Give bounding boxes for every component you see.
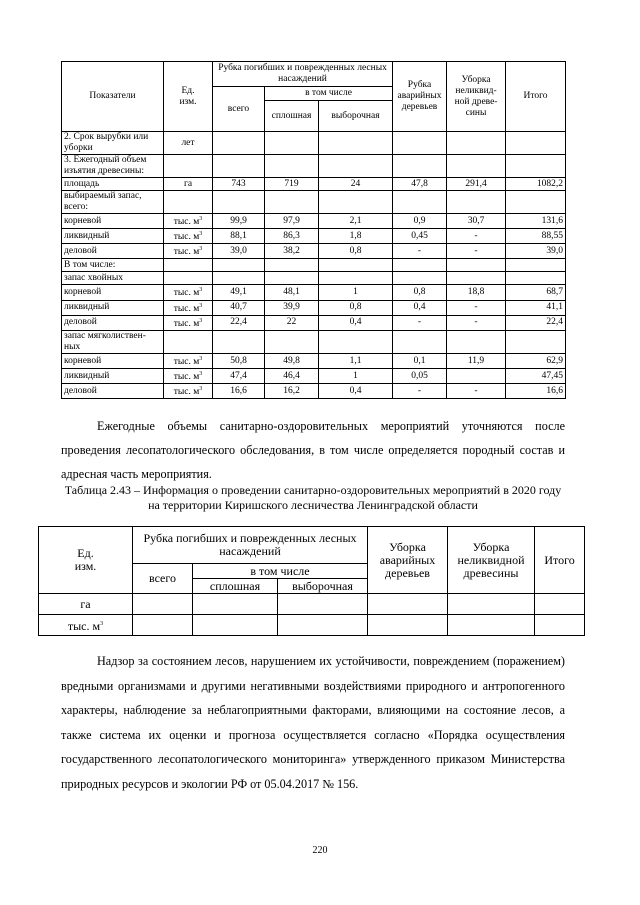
row-value: 1,8 (319, 229, 393, 244)
table-row (62, 369, 566, 384)
header-indicator: Показатели (62, 62, 164, 132)
table-row (62, 353, 566, 368)
row-label: запас хвойных (62, 272, 164, 285)
row-value: 0,05 (393, 369, 447, 384)
row-value (447, 191, 506, 214)
row-label: 3. Ежегодный объем изъятия древесины: (62, 155, 164, 178)
row-value (393, 132, 447, 155)
sanitary-measures-table (38, 526, 585, 636)
row-unit (164, 155, 213, 178)
row-value: 46,4 (265, 369, 319, 384)
table1-body (62, 132, 566, 399)
row-value: 40,7 (213, 300, 265, 315)
page-number: 220 (312, 845, 328, 856)
row-value: 131,6 (506, 214, 566, 229)
table-row (62, 285, 566, 300)
row-label: ликвидный (62, 229, 164, 244)
row-value (133, 615, 193, 636)
row-value (448, 615, 535, 636)
row-value (319, 155, 393, 178)
t2-header-total: всего (133, 564, 193, 594)
row-label: В том числе: (62, 259, 164, 272)
row-value: 1,1 (319, 353, 393, 368)
row-value: 49,1 (213, 285, 265, 300)
row-unit: лет (164, 132, 213, 155)
row-value: 1 (319, 369, 393, 384)
table-row (62, 330, 566, 353)
t2-header-unit-line1: Ед. (77, 546, 94, 560)
row-value (506, 330, 566, 353)
header-selective: выборочная (319, 101, 393, 132)
row-value (319, 330, 393, 353)
row-value: 39,0 (506, 244, 566, 259)
paragraph-forest-supervision-text: Надзор за состоянием лесов, нарушением их устойчивости, повреждением (поражением) вредными организмами и другими негативными воздействиями природного и антропогенного характеры, наблюдение за неблагоприятными факторами, влияющими на состояние лесов, а также система их оценки и прогноза осуществляется согласно «Порядка осуществления государственного лесопатологического мониторинга» утвержденного приказом Министерства природных ресурсов и экологии РФ от 05.04.2017 № 156. (61, 654, 565, 791)
header-itogo: Итого (506, 62, 566, 132)
row-value (393, 272, 447, 285)
row-value (265, 155, 319, 178)
header-felling-group: Рубка погибших и поврежденных лесных насаждений (213, 62, 393, 87)
row-value: 0,9 (393, 214, 447, 229)
row-value: 49,8 (265, 353, 319, 368)
t2-header-felling-group: Рубка погибших и поврежденных лесных насаждений (133, 527, 368, 564)
row-value: 62,9 (506, 353, 566, 368)
table-row (39, 594, 585, 615)
header-incl: в том числе (265, 87, 393, 101)
t2-header-itogo: Итого (535, 527, 585, 594)
header-clear: сплошная (265, 101, 319, 132)
row-value: 22,4 (213, 315, 265, 330)
row-value: - (393, 384, 447, 399)
row-label: корневой (62, 214, 164, 229)
row-value: 39,0 (213, 244, 265, 259)
row-value: 24 (319, 178, 393, 191)
row-value: - (447, 384, 506, 399)
row-unit: тыс. $м^3$ (164, 353, 213, 368)
table-row (62, 132, 566, 155)
row-unit (164, 259, 213, 272)
row-value (133, 594, 193, 615)
row-value: 47,4 (213, 369, 265, 384)
row-label: корневой (62, 353, 164, 368)
table-row (39, 615, 585, 636)
row-value: 47,45 (506, 369, 566, 384)
table-row (62, 214, 566, 229)
header-emergency: Рубка аварийных деревьев (393, 62, 447, 132)
table2-body (39, 594, 585, 636)
row-value (265, 132, 319, 155)
row-label: деловой (62, 315, 164, 330)
row-value (447, 369, 506, 384)
row-value (447, 155, 506, 178)
row-value: 47,8 (393, 178, 447, 191)
row-value (447, 330, 506, 353)
header-total: всего (213, 87, 265, 132)
row-value: 99,9 (213, 214, 265, 229)
row-value: 16,6 (213, 384, 265, 399)
row-value (278, 594, 368, 615)
row-value: 0,4 (393, 300, 447, 315)
paragraph-annual-volumes-text: Ежегодные объемы санитарно-оздоровительных мероприятий уточняются после проведения лесопатологического обследования, в том числе определяется породный состав и адресная часть мероприятия. (61, 419, 565, 481)
row-value (448, 594, 535, 615)
row-unit (164, 330, 213, 353)
table-row (62, 300, 566, 315)
row-unit: тыс. $м^3$ (39, 615, 133, 636)
row-value: 1 (319, 285, 393, 300)
row-value: 16,2 (265, 384, 319, 399)
row-value: 0,8 (319, 244, 393, 259)
row-value (393, 191, 447, 214)
row-value (506, 259, 566, 272)
row-value: 39,9 (265, 300, 319, 315)
row-value (319, 191, 393, 214)
row-label: выбираемый запас, всего: (62, 191, 164, 214)
row-unit: тыс. $м^3$ (164, 229, 213, 244)
row-unit: тыс. $м^3$ (164, 244, 213, 259)
row-value: 719 (265, 178, 319, 191)
row-value (368, 615, 448, 636)
paragraph-forest-supervision (61, 649, 565, 797)
row-unit: тыс. $м^3$ (164, 369, 213, 384)
row-value (393, 259, 447, 272)
t2-header-emergency: Уборка аварийных деревьев (368, 527, 448, 594)
header-unit (164, 62, 213, 132)
row-value (193, 594, 278, 615)
row-value (447, 259, 506, 272)
row-unit: га (164, 178, 213, 191)
row-label: ликвидный (62, 300, 164, 315)
row-value (319, 259, 393, 272)
table-row (62, 315, 566, 330)
row-value: - (393, 315, 447, 330)
row-label: 2. Срок вырубки или уборки (62, 132, 164, 155)
row-unit (164, 191, 213, 214)
row-unit: тыс. $м^3$ (164, 300, 213, 315)
row-unit: га (39, 594, 133, 615)
row-value (265, 191, 319, 214)
t2-header-incl: в том числе (193, 564, 368, 579)
row-value (393, 155, 447, 178)
table-row (62, 178, 566, 191)
row-value (193, 615, 278, 636)
row-label: корневой (62, 285, 164, 300)
row-unit: тыс. $м^3$ (164, 214, 213, 229)
row-value: 0,4 (319, 384, 393, 399)
row-value (213, 132, 265, 155)
table-row (62, 155, 566, 178)
row-value: 30,7 (447, 214, 506, 229)
row-value (213, 155, 265, 178)
row-value (213, 191, 265, 214)
row-value: 0,1 (393, 353, 447, 368)
row-value (265, 272, 319, 285)
row-value (506, 155, 566, 178)
table-row (62, 272, 566, 285)
row-value (319, 132, 393, 155)
header-unit-line2: изм. (179, 96, 197, 107)
row-value (278, 615, 368, 636)
t2-header-unit-line2: изм. (74, 559, 97, 573)
t2-header-selective: выборочная (278, 579, 368, 594)
row-value (393, 330, 447, 353)
row-value: 88,1 (213, 229, 265, 244)
row-value (506, 272, 566, 285)
row-label: ликвидный (62, 369, 164, 384)
row-value: 48,1 (265, 285, 319, 300)
row-value: 68,7 (506, 285, 566, 300)
row-value: 41,1 (506, 300, 566, 315)
row-value: 97,9 (265, 214, 319, 229)
t2-header-nonliquid: Уборка неликвидной древесины (448, 527, 535, 594)
table-row (62, 384, 566, 399)
row-value: 86,3 (265, 229, 319, 244)
row-value (213, 259, 265, 272)
row-label: запас мягколиствен-ных (62, 330, 164, 353)
row-value (506, 132, 566, 155)
table-row (62, 191, 566, 214)
table-row (62, 259, 566, 272)
row-value: 18,8 (447, 285, 506, 300)
row-value (535, 615, 585, 636)
row-value (319, 272, 393, 285)
row-value: 22,4 (506, 315, 566, 330)
row-value: 50,8 (213, 353, 265, 368)
row-value (535, 594, 585, 615)
row-value: - (447, 244, 506, 259)
row-label: площадь (62, 178, 164, 191)
row-value: - (447, 300, 506, 315)
table-row (62, 244, 566, 259)
header-unit-line1: Ед. (181, 85, 195, 96)
row-value: 0,8 (319, 300, 393, 315)
row-value (265, 259, 319, 272)
row-value: 16,6 (506, 384, 566, 399)
row-label: деловой (62, 384, 164, 399)
row-value: - (447, 229, 506, 244)
row-value: 291,4 (447, 178, 506, 191)
row-unit (164, 272, 213, 285)
row-value: 38,2 (265, 244, 319, 259)
row-unit: тыс. $м^3$ (164, 384, 213, 399)
row-value (213, 330, 265, 353)
t2-header-unit (39, 527, 133, 594)
table-row (62, 229, 566, 244)
row-value: - (447, 315, 506, 330)
row-value: 2,1 (319, 214, 393, 229)
row-value: 0,8 (393, 285, 447, 300)
row-unit: тыс. $м^3$ (164, 315, 213, 330)
row-label: деловой (62, 244, 164, 259)
row-value: 1082,2 (506, 178, 566, 191)
row-value: 88,55 (506, 229, 566, 244)
row-value: - (393, 244, 447, 259)
row-value: 22 (265, 315, 319, 330)
row-value (447, 272, 506, 285)
header-nonliquid: Уборка неликвид-ной древе-сины (447, 62, 506, 132)
row-value (368, 594, 448, 615)
table-caption: Таблица 2.43 – Информация о проведении санитарно-оздоровительных мероприятий в 2020 году на территории Киришского лесничества Ленинградской области (64, 483, 562, 512)
row-value: 743 (213, 178, 265, 191)
row-unit: тыс. $м^3$ (164, 285, 213, 300)
row-value: 0,4 (319, 315, 393, 330)
forest-felling-table (61, 61, 566, 399)
row-value: 11,9 (447, 353, 506, 368)
row-value: 0,45 (393, 229, 447, 244)
row-value (213, 272, 265, 285)
paragraph-annual-volumes (61, 414, 565, 486)
row-value (506, 191, 566, 214)
row-value (447, 132, 506, 155)
t2-header-clear: сплошная (193, 579, 278, 594)
row-value (265, 330, 319, 353)
